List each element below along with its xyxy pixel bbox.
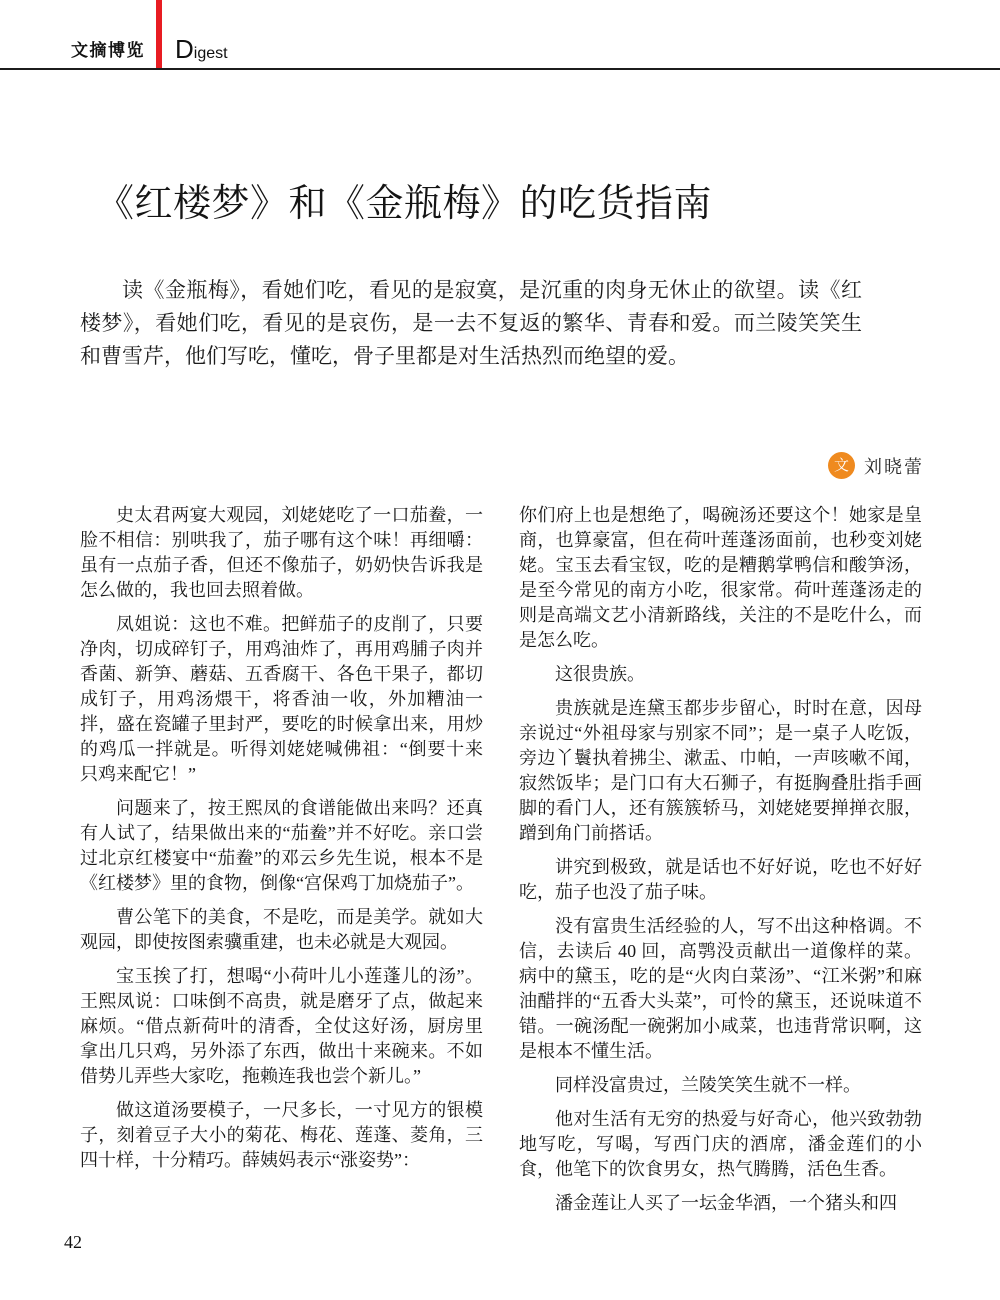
page-header [0,0,1000,70]
article-title: 《红楼梦》和《金瓶梅》的吃货指南 [96,183,713,225]
red-divider-bar [156,0,162,68]
author-line [828,452,924,479]
column-left [80,503,483,1216]
paragraph: 没有富贵生活经验的人，写不出这种格调。不信，去读后 40 回，高鹗没贡献出一道像样的菜。病中的黛玉，吃的是“火肉白菜汤”、“江米粥”和麻油醋拌的“五香大头菜”，可怜的黛玉，还说味道不错。一碗汤配一碗粥加小咸菜，也违背常识啊，这是根本不懂生活。 [519,916,922,1061]
paragraph: 问题来了，按王熙凤的食谱能做出来吗？还真有人试了，结果做出来的“茄鲞”并不好吃。亲口尝过北京红楼宴中“茄鲞”的邓云乡先生说，根本不是《红楼梦》里的食物，倒像“宫保鸡丁加烧茄子”。 [80,798,483,893]
paragraph: 曹公笔下的美食，不是吃，而是美学。就如大观园，即使按图索骥重建，也未必就是大观园。 [80,907,483,952]
digest-initial: D [175,34,194,64]
author-name: 刘晓蕾 [864,456,924,477]
paragraph: 贵族就是连黛玉都步步留心，时时在意，因母亲说过“外祖母家与别家不同”；是一桌子人吃饭，旁边丫鬟执着拂尘、漱盂、巾帕，一声咳嗽不闻，寂然饭毕；是门口有大石狮子，有挺胸叠肚指手画脚的看门人，还有簇簇轿马，刘姥姥要掸掸衣服，蹭到角门前搭话。 [519,698,922,843]
paragraph-continuation: 你们府上也是想绝了，喝碗汤还要这个！她家是皇商，也算豪富，但在荷叶莲蓬汤面前，也秒变刘姥姥。宝玉去看宝钗，吃的是糟鹅掌鸭信和酸笋汤，是至今常见的南方小吃，很家常。荷叶莲蓬汤走的则是高端文艺小清新路线，关注的不是吃什么，而是怎么吃。 [519,505,922,650]
article-body [80,503,922,1216]
author-wen-icon: 文 [828,452,855,479]
section-title-cn: 文摘博览 [71,41,145,60]
paragraph: 他对生活有无穷的热爱与好奇心，他兴致勃勃地写吃，写喝，写西门庆的酒席，潘金莲们的小食，他笔下的饮食男女，热气腾腾，活色生香。 [519,1109,922,1179]
paragraph: 讲究到极致，就是话也不好好说，吃也不好好吃，茄子也没了茄子味。 [519,857,922,902]
article-intro: 读《金瓶梅》，看她们吃，看见的是寂寞，是沉重的肉身无休止的欲望。读《红楼梦》，看她们吃，看见的是哀伤，是一去不复返的繁华、青春和爱。而兰陵笑笑生和曹雪芹，他们写吃，懂吃，骨子里都是对生活热烈而绝望的爱。 [80,278,862,368]
paragraph: 凤姐说：这也不难。把鲜茄子的皮削了，只要净肉，切成碎钉子，用鸡油炸了，再用鸡脯子肉并香菌、新笋、蘑菇、五香腐干、各色干果子，都切成钉子，用鸡汤煨干，将香油一收，外加糟油一拌，盛在瓷罐子里封严，要吃的时候拿出来，用炒的鸡瓜一拌就是。听得刘姥姥喊佛祖：“倒要十来只鸡来配它！” [80,614,483,784]
paragraph: 这很贵族。 [555,664,645,684]
page-number: 42 [64,1232,82,1252]
paragraph: 潘金莲让人买了一坛金华酒，一个猪头和四 [555,1193,897,1213]
paragraph: 史太君两宴大观园，刘姥姥吃了一口茄鲞，一脸不相信：别哄我了，茄子哪有这个味！再细嚼：虽有一点茄子香，但还不像茄子，奶奶快告诉我是怎么做的，我也回去照着做。 [80,505,483,600]
page-footer [64,1232,82,1253]
paragraph: 宝玉挨了打，想喝“小荷叶儿小莲蓬儿的汤”。王熙凤说：口味倒不高贵，就是磨牙了点，做起来麻烦。“借点新荷叶的清香，全仗这好汤，厨房里拿出几只鸡，另外添了东西，做出十来碗来。不如借势儿弄些大家吃，拖赖连我也尝个新儿。” [80,966,483,1086]
column-right [519,503,922,1216]
paragraph: 做这道汤要模子，一尺多长，一寸见方的银模子，刻着豆子大小的菊花、梅花、莲蓬、菱角，三四十样，十分精巧。薛姨妈表示“涨姿势”： [80,1100,483,1170]
section-title-en [175,36,228,63]
digest-rest: igest [193,45,228,62]
paragraph: 同样没富贵过，兰陵笑笑生就不一样。 [555,1075,861,1095]
